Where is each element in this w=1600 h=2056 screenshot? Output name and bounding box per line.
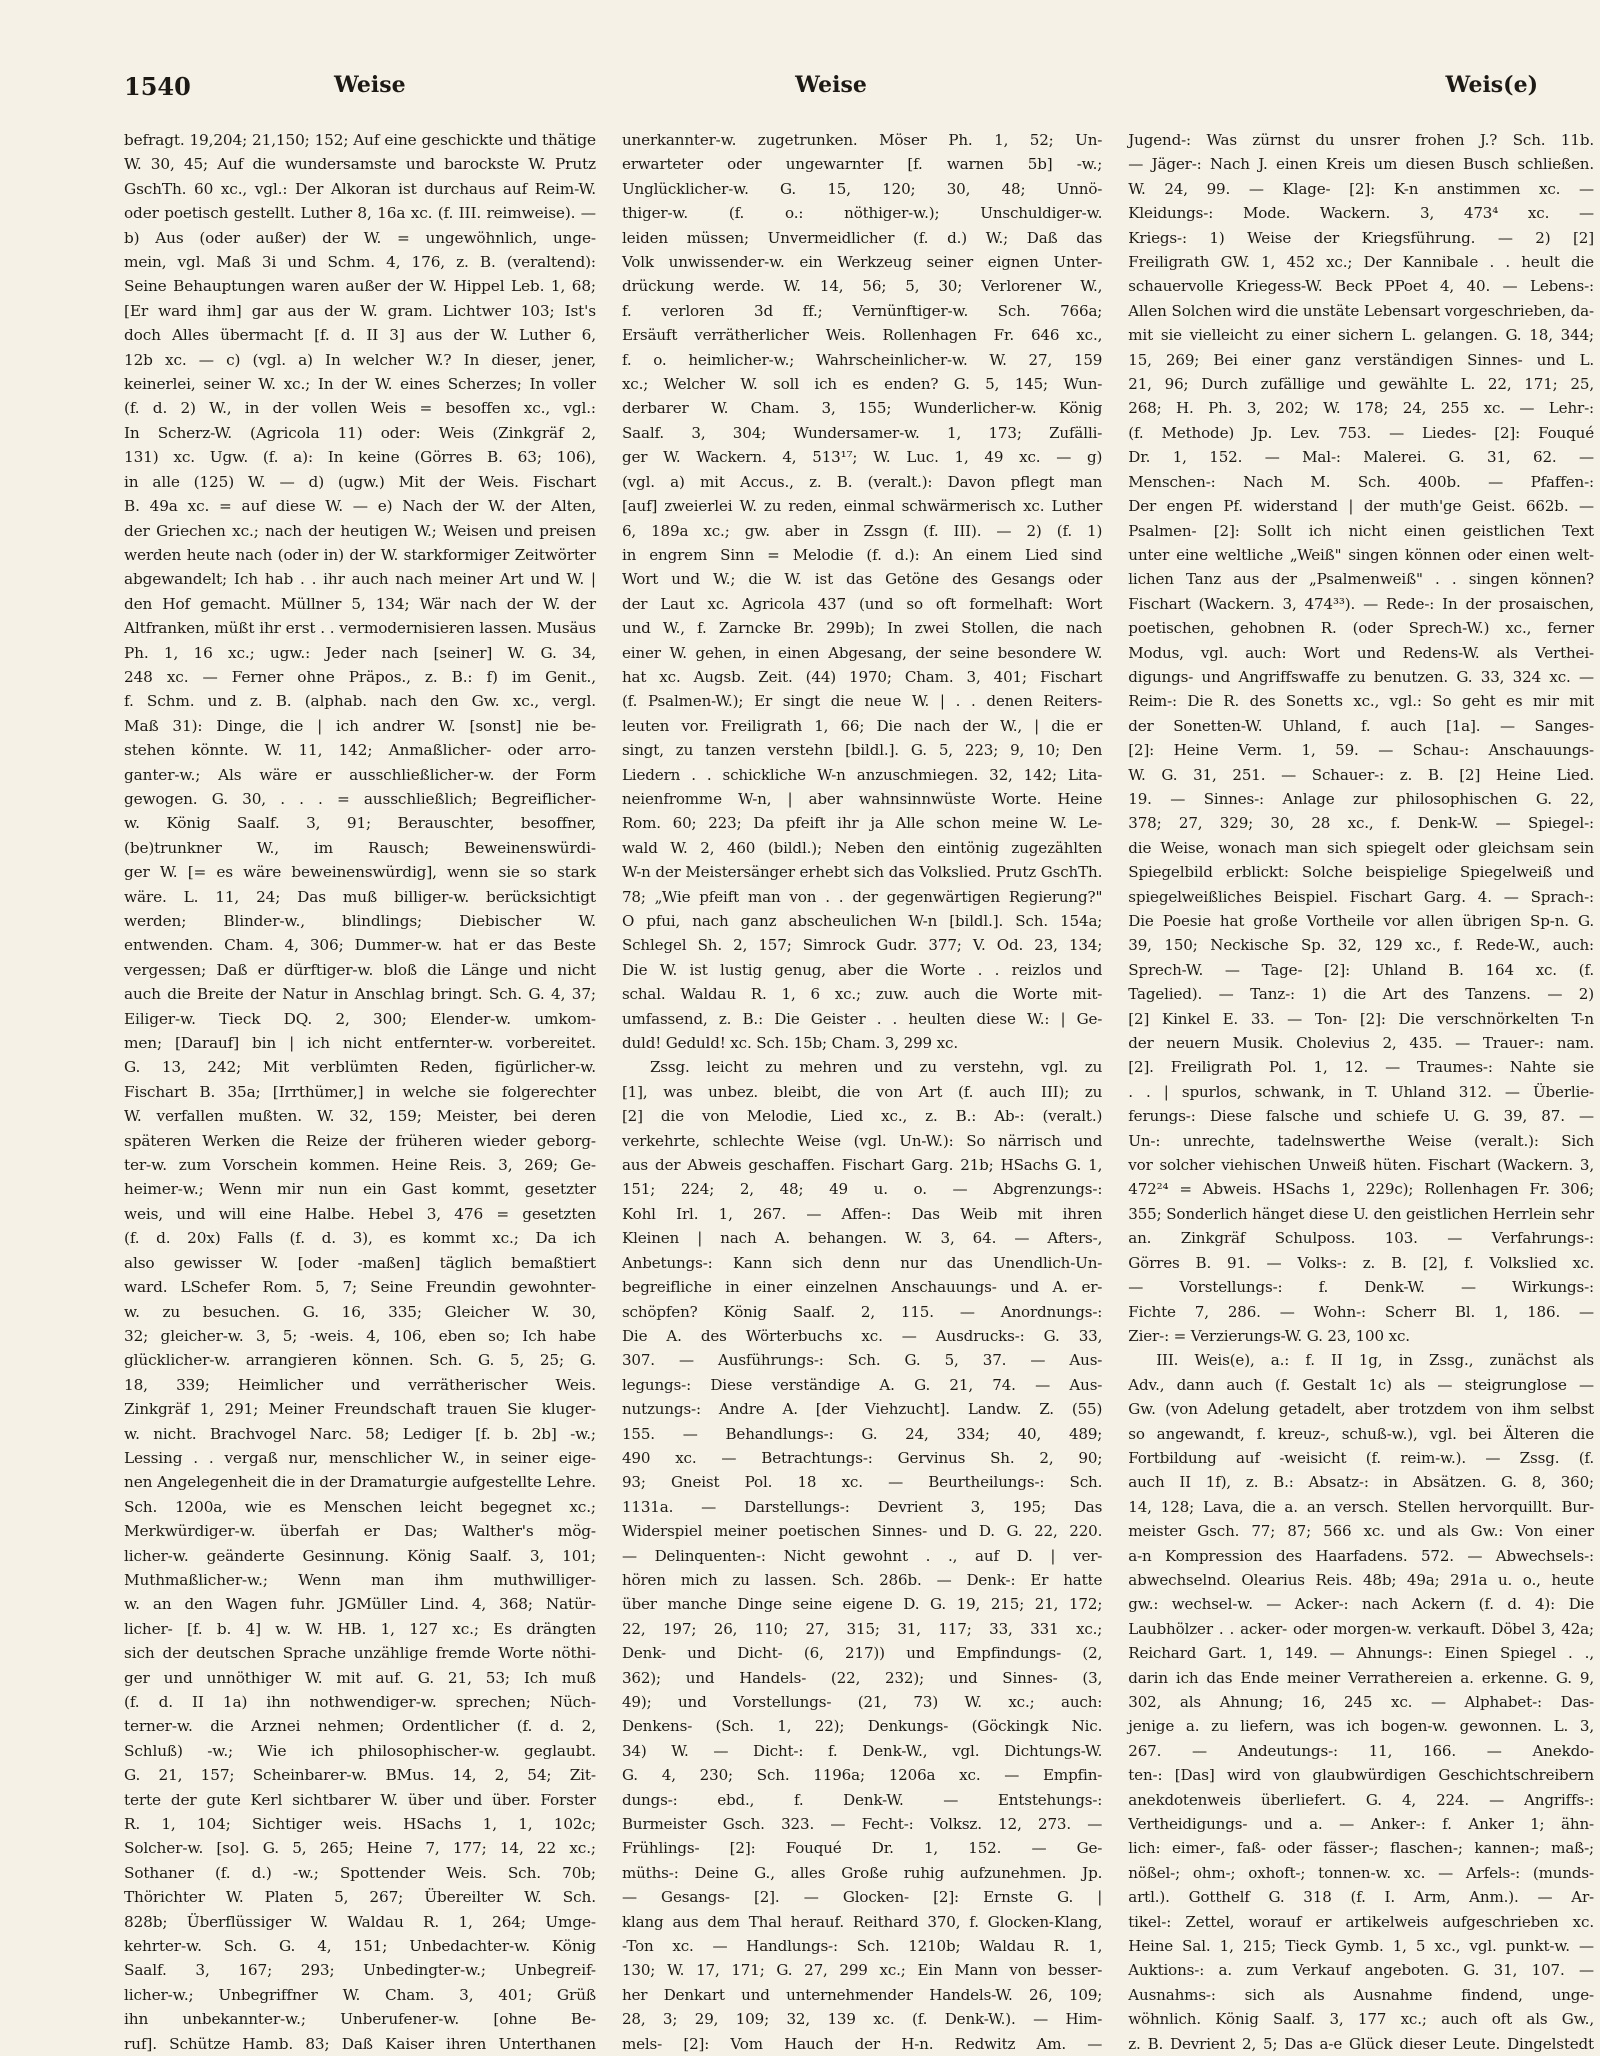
text-line: Heine Sal. 1, 215; Tieck Gymb. 1, 5 xc., vgl. punkt-w. —: [1128, 1937, 1594, 1956]
text-line: w. an den Wagen fuhr. JGMüller Lind. 4, 368; Natür-: [124, 1595, 596, 1614]
text-line: klang aus dem Thal herauf. Reithard 370, f. Glocken-Klang,: [621, 1912, 1103, 1931]
text-line: ter-w. zum Vorschein kommen. Heine Reis. 3, 269; Ge-: [124, 1156, 596, 1175]
text-line: Frühlings- [2]: Fouqué Dr. 1, 152. — Ge-: [621, 1839, 1103, 1858]
text-line: licher-w. geänderte Gesinnung. König Saalf. 3, 101;: [124, 1546, 596, 1565]
text-line: verkehrte, schlechte Weise (vgl. Un-W.): So närrisch und: [621, 1131, 1103, 1150]
text-line: dungs-: ebd., f. Denk-W. — Entstehungs-:: [621, 1790, 1103, 1809]
text-line: Fischart (Wackern. 3, 474³³). — Rede-: In der prosaischen,: [1128, 594, 1594, 613]
text-line: 49); und Vorstellungs- (21, 73) W. xc.; auch:: [621, 1693, 1103, 1711]
text-line: Eiliger-w. Tieck DQ. 2, 300; Elender-w. umkom-: [124, 1009, 596, 1028]
text-line: leiden müssen; Unvermeidlicher (f. d.) W.; Daß das: [621, 228, 1103, 247]
text-line: . . | spurlos, schwank, in T. Uhland 312. — Überlie-: [1128, 1082, 1594, 1101]
text-line: [2] Kinkel E. 33. — Ton- [2]: Die verschnörkelten T-n: [1128, 1009, 1594, 1028]
text-line: sich der deutschen Sprache unzählige fremde Worte nöthi-: [124, 1644, 596, 1663]
text-line: 39, 150; Neckische Sp. 32, 129 xc., f. Rede-W., auch:: [1128, 936, 1594, 955]
text-line: Spiegelbild erblickt: Solche beispielige Spiegelweiß und: [1128, 863, 1594, 882]
text-columns: [124, 128, 1594, 2053]
text-line: doch Alles übermacht [f. d. II 3] aus der W. Luther 6,: [124, 326, 596, 345]
text-line: Fischart B. 35a; [Irrthümer,] in welche sie folgerechter: [124, 1082, 596, 1101]
text-line: 28, 3; 29, 109; 32, 139 xc. (f. Denk-W.). — Him-: [621, 2010, 1103, 2029]
text-line: lich: eimer-, faß- oder fässer-; flaschen-; kannen-; maß-;: [1128, 1839, 1594, 1858]
text-line: (f. d. II 1a) ihn nothwendiger-w. sprechen; Nüch-: [124, 1693, 596, 1711]
text-line: Allen Solchen wird die unstäte Lebensart vorgeschrieben, da-: [1128, 301, 1594, 320]
text-line: kehrter-w. Sch. G. 4, 151; Unbedachter-w. König: [124, 1937, 596, 1956]
text-line: Thörichter W. Platen 5, 267; Übereilter W. Sch.: [124, 1888, 596, 1907]
text-line: unerkannter-w. zugetrunken. Möser Ph. 1, 52; Un-: [621, 131, 1103, 149]
text-line: 267. — Andeutungs-: 11, 166. — Anekdo-: [1128, 1741, 1594, 1760]
text-line: schöpfen? König Saalf. 2, 115. — Anordnungs-:: [621, 1302, 1103, 1321]
text-line: Unglücklicher-w. G. 15, 120; 30, 48; Unnö-: [621, 179, 1103, 198]
text-line: legungs-: Diese verständige A. G. 21, 74. — Aus-: [621, 1375, 1103, 1394]
text-line: Gw. (von Adelung getadelt, aber trotzdem von ihm selbst: [1128, 1400, 1594, 1419]
text-line: jenige a. zu liefern, was ich bogen-w. gewonnen. L. 3,: [1128, 1717, 1594, 1736]
text-line: (f. d. 2) W., in der vollen Weis = besoffen xc., vgl.:: [124, 399, 596, 418]
text-line: [2] die von Melodie, Lied xc., z. B.: Ab-: (veralt.): [621, 1107, 1103, 1126]
text-line: — Vorstellungs-: f. Denk-W. — Wirkungs-:: [1128, 1278, 1594, 1297]
text-line: tikel-: Zettel, worauf er artikelweis aufgeschrieben xc.: [1128, 1912, 1594, 1931]
text-line: gewogen. G. 30, . . . = ausschließlich; Begreiflicher-: [124, 789, 596, 808]
text-line: W. 24, 99. — Klage- [2]: K-n anstimmen xc. —: [1128, 179, 1594, 198]
text-line: darin ich das Ende meiner Verrathereien a. erkenne. G. 9,: [1128, 1668, 1594, 1687]
text-line: weis, und will eine Halbe. Hebel 3, 476 = gesetzten: [124, 1204, 596, 1223]
text-line: Kleidungs-: Mode. Wackern. 3, 473⁴ xc. —: [1128, 204, 1594, 223]
text-line: artl.). Gotthelf G. 318 (f. I. Arm, Anm.). — Ar-: [1128, 1888, 1594, 1907]
text-line: auch die Breite der Natur in Anschlag bringt. Sch. G. 4, 37;: [124, 985, 596, 1004]
text-line: Reim-: Die R. des Sonetts xc., vgl.: So geht es mir mit: [1128, 692, 1594, 711]
running-head-left: Weise: [334, 72, 406, 98]
text-line: Kohl Irl. 1, 267. — Affen-: Das Weib mit ihren: [621, 1204, 1103, 1223]
text-line: Saalf. 3, 304; Wundersamer-w. 1, 173; Zufälli-: [621, 423, 1103, 442]
text-line: (be)trunkner W., im Rausch; Beweinenswürdi-: [124, 838, 596, 857]
text-line: poetischen, gehobnen R. (oder Sprech-W.) xc., ferner: [1128, 619, 1594, 638]
text-line: ganter-w.; Als wäre er ausschließlicher-w. der Form: [124, 765, 596, 784]
text-line: der neuern Musik. Cholevius 2, 435. — Trauer-: nam.: [1128, 1034, 1594, 1053]
text-line: [1], was unbez. bleibt, die von Art (f. auch III); zu: [621, 1082, 1103, 1101]
text-line: vor solcher viehischen Unweiß hüten. Fischart (Wackern. 3,: [1128, 1156, 1594, 1175]
text-line: Die A. des Wörterbuchs xc. — Ausdrucks-: G. 33,: [621, 1326, 1103, 1345]
text-line: [Er ward ihm] gar aus der W. gram. Lichtwer 103; Ist's: [124, 301, 596, 320]
text-line: Sprech-W. — Tage- [2]: Uhland B. 164 xc. (f.: [1128, 960, 1594, 979]
text-line: 1131a. — Darstellungs-: Devrient 3, 195; Das: [621, 1497, 1103, 1516]
text-line: müths-: Deine G., alles Große ruhig aufzunehmen. Jp.: [621, 1863, 1103, 1882]
text-line: Ausnahms-: sich als Ausnahme findend, unge-: [1128, 1985, 1594, 2004]
text-line: xc.; Welcher W. soll ich es enden? G. 5, 145; Wun-: [621, 375, 1103, 394]
text-line: [auf] zweierlei W. zu reden, einmal schwärmerisch xc. Luther: [621, 497, 1103, 516]
text-line: Anbetungs-: Kann sich denn nur das Unendlich-Un-: [621, 1253, 1103, 1272]
text-line: mein, vgl. Maß 3i und Schm. 4, 176, z. B. (veraltend):: [124, 253, 596, 272]
text-line: 248 xc. — Ferner ohne Präpos., z. B.: f) im Genit.,: [124, 667, 596, 686]
text-line: [2]: Heine Verm. 1, 59. — Schau-: Anschauungs-: [1128, 741, 1594, 760]
text-line: (vgl. a) mit Accus., z. B. (veralt.): Davon pflegt man: [621, 472, 1103, 491]
text-line: Volk unwissender-w. ein Werkzeug seiner eignen Unter-: [621, 253, 1103, 272]
text-line: in alle (125) W. — d) (ugw.) Mit der Weis. Fischart: [124, 472, 596, 491]
text-line: wöhnlich. König Saalf. 3, 177 xc.; auch oft als Gw.,: [1128, 2010, 1594, 2029]
page-number: 1540: [124, 72, 191, 101]
text-line: 155. — Behandlungs-: G. 24, 334; 40, 489;: [621, 1424, 1103, 1443]
text-line: heimer-w.; Wenn mir nun ein Gast kommt, gesetzter: [124, 1180, 596, 1199]
text-line: ger und unnöthiger W. mit auf. G. 21, 53; Ich muß: [124, 1668, 596, 1687]
text-line: Auktions-: a. zum Verkauf angeboten. G. 31, 107. —: [1128, 1961, 1594, 1980]
text-line: Tagelied). — Tanz-: 1) die Art des Tanzens. — 2): [1128, 985, 1594, 1004]
text-line: (f. Methode) Jp. Lev. 753. — Liedes- [2]: Fouqué: [1128, 423, 1594, 442]
text-line: Der engen Pf. widerstand | der muth'ge Geist. 662b. —: [1128, 497, 1594, 516]
text-line: 15, 269; Bei einer ganz verständigen Sinnes- und L.: [1128, 350, 1594, 369]
text-line: Modus, vgl. auch: Wort und Redens-W. als Verthei-: [1128, 643, 1594, 662]
text-line: Altfranken, müßt ihr erst . . vermodernisieren lassen. Musäus: [124, 619, 596, 638]
text-line: ger W. Wackern. 4, 513¹⁷; W. Luc. 1, 49 xc. — g): [621, 448, 1103, 467]
text-line: W-n der Meistersänger erhebt sich das Volkslied. Prutz GschTh.: [621, 863, 1103, 882]
text-line: Die W. ist lustig genug, aber die Worte . . reizlos und: [621, 960, 1103, 979]
text-line: 93; Gneist Pol. 18 xc. — Beurtheilungs-: Sch.: [621, 1473, 1103, 1492]
text-line: Kleinen | nach A. behangen. W. 3, 64. — Afters-,: [621, 1229, 1103, 1248]
text-line: W. G. 31, 251. — Schauer-: z. B. [2] Heine Lied.: [1128, 765, 1594, 784]
text-line: Saalf. 3, 167; 293; Unbedingter-w.; Unbegreif-: [124, 1961, 596, 1980]
text-line: über manche Dinge seine eigene D. G. 19, 215; 21, 172;: [621, 1595, 1103, 1614]
text-line: 32; gleicher-w. 3, 5; -weis. 4, 106, eben so; Ich habe: [124, 1326, 596, 1345]
text-line: a-n Kompression des Haarfadens. 572. — Abwechsels-:: [1128, 1546, 1594, 1565]
text-line: entwenden. Cham. 4, 306; Dummer-w. hat er das Beste: [124, 936, 596, 955]
text-line: Wort und W.; die W. ist das Getöne des Gesangs oder: [621, 570, 1103, 589]
text-line: wald W. 2, 460 (bildl.); Neben den eintönig zugezählten: [621, 838, 1103, 857]
text-line: Burmeister Gsch. 323. — Fecht-: Volksz. 12, 273. —: [621, 1815, 1103, 1834]
text-line: neienfromme W-n, | aber wahnsinnwüste Worte. Heine: [621, 789, 1103, 808]
text-line: Schluß) -w.; Wie ich philosophischer-w. geglaubt.: [124, 1741, 596, 1760]
running-head-center: Weise: [795, 72, 867, 98]
text-line: abwechselnd. Olearius Reis. 48b; 49a; 291a u. o., heute: [1128, 1570, 1594, 1589]
text-line: R. 1, 104; Sichtiger weis. HSachs 1, 1, 102c;: [124, 1815, 596, 1834]
text-line: 472²⁴ = Abweis. HSachs 1, 229c); Rollenhagen Fr. 306;: [1128, 1180, 1594, 1199]
text-line: 18, 339; Heimlicher und verrätherischer Weis.: [124, 1375, 596, 1394]
text-line: ward. LSchefer Rom. 5, 7; Seine Freundin gewohnter-: [124, 1278, 596, 1297]
text-line: ferungs-: Diese falsche und schiefe U. G. 39, 87. —: [1128, 1107, 1594, 1126]
text-line: also gewisser W. [oder -maßen] täglich bemaßtiert: [124, 1253, 596, 1272]
text-line: schal. Waldau R. 1, 6 xc.; zuw. auch die Worte mit-: [621, 985, 1103, 1004]
text-line: Fortbildung auf -weisicht (f. reim-w.). — Zssg. (f.: [1128, 1448, 1594, 1467]
text-line: unter eine weltliche „Weiß" singen können oder einen welt-: [1128, 545, 1594, 564]
column-right: [1128, 128, 1594, 2056]
text-line: nößel-; ohm-; oxhoft-; tonnen-w. xc. — Arfels-: (munds-: [1128, 1863, 1594, 1882]
text-line: w. nicht. Brachvogel Narc. 58; Lediger [f. b. 2b] -w.;: [124, 1424, 596, 1443]
text-line: mels- [2]: Vom Hauch der H-n. Redwitz Am. —: [621, 2034, 1103, 2053]
text-line: Widerspiel meiner poetischen Sinnes- und D. G. 22, 220.: [621, 1522, 1103, 1541]
text-line: G. 13, 242; Mit verblümten Reden, figürlicher-w.: [124, 1058, 596, 1077]
text-line: Laubhölzer . . acker- oder morgen-w. verkauft. Döbel 3, 42a;: [1128, 1619, 1594, 1638]
text-line: den Hof gemacht. Müllner 5, 134; Wär nach der W. der: [124, 594, 596, 613]
text-line: — Delinquenten-: Nicht gewohnt . ., auf D. | ver-: [621, 1546, 1103, 1565]
text-line: w. zu besuchen. G. 16, 335; Gleicher W. 30,: [124, 1302, 596, 1321]
text-line: Psalmen- [2]: Sollt ich nicht einen geistlichen Text: [1128, 521, 1594, 540]
text-line: Schlegel Sh. 2, 157; Simrock Gudr. 377; V. Od. 23, 134;: [621, 936, 1103, 955]
text-line: Fichte 7, 286. — Wohn-: Scherr Bl. 1, 186. —: [1128, 1302, 1594, 1321]
text-line: Dr. 1, 152. — Mal-: Malerei. G. 31, 62. —: [1128, 448, 1594, 467]
text-line: W. verfallen mußten. W. 32, 159; Meister, bei deren: [124, 1107, 596, 1126]
text-line: auch II 1f), z. B.: Absatz-: in Absätzen. G. 8, 360;: [1128, 1473, 1594, 1492]
text-line: wäre. L. 11, 24; Das muß billiger-w. berücksichtigt: [124, 887, 596, 906]
text-line: und W., f. Zarncke Br. 299b); In zwei Stollen, die nach: [621, 619, 1103, 638]
text-line: 130; W. 17, 171; G. 27, 299 xc.; Ein Mann von besser-: [621, 1961, 1103, 1980]
text-line: ger W. [= es wäre beweinenswürdig], wenn sie so stark: [124, 863, 596, 882]
text-line: Liedern . . schickliche W-n anzuschmiegen. 32, 142; Lita-: [621, 765, 1103, 784]
text-line: 302, als Ahnung; 16, 245 xc. — Alphabet-: Das-: [1128, 1693, 1594, 1711]
text-line: B. 49a xc. = auf diese W. — e) Nach der W. der Alten,: [124, 497, 596, 516]
text-line: Vertheidigungs- und a. — Anker-: f. Anker 1; ähn-: [1128, 1815, 1594, 1834]
text-line: w. König Saalf. 3, 91; Berauschter, besoffner,: [124, 814, 596, 833]
text-line: terner-w. die Arznei nehmen; Ordentlicher (f. d. 2,: [124, 1717, 596, 1736]
text-line: III. Weis(e), a.: f. II 1g, in Zssg., zunächst als: [1156, 1351, 1594, 1370]
text-line: duld! Geduld! xc. Sch. 15b; Cham. 3, 299 xc.: [621, 1034, 958, 1053]
text-line: erwarteter oder ungewarnter [f. warnen 5b] -w.;: [621, 155, 1103, 174]
text-line: 307. — Ausführungs-: Sch. G. 5, 37. — Aus-: [621, 1351, 1103, 1370]
text-line: O pfui, nach ganz abscheulichen W-n [bildl.]. Sch. 154a;: [621, 912, 1103, 930]
text-line: G. 4, 230; Sch. 1196a; 1206a xc. — Empfin-: [621, 1766, 1103, 1785]
text-line: begreifliche in einer einzelnen Anschauungs- und A. er-: [621, 1278, 1103, 1297]
text-line: hören mich zu lassen. Sch. 286b. — Denk-: Er hatte: [621, 1570, 1103, 1589]
text-line: 151; 224; 2, 48; 49 u. o. — Abgrenzungs-:: [621, 1180, 1103, 1199]
text-line: G. 21, 157; Scheinbarer-w. BMus. 14, 2, 54; Zit-: [124, 1766, 596, 1785]
text-line: werden; Blinder-w., blindlings; Diebischer W.: [124, 912, 596, 930]
text-line: 34) W. — Dicht-: f. Denk-W., vgl. Dichtungs-W.: [621, 1741, 1103, 1760]
text-line: [2]. Freiligrath Pol. 1, 12. — Traumes-: Nahte sie: [1128, 1058, 1594, 1077]
text-line: derbarer W. Cham. 3, 155; Wunderlicher-w. König: [621, 399, 1103, 418]
text-line: der Sonetten-W. Uhland, f. auch [1a]. — Sanges-: [1128, 716, 1594, 735]
text-line: GschTh. 60 xc., vgl.: Der Alkoran ist durchaus auf Reim-W.: [124, 179, 596, 198]
text-line: Solcher-w. [so]. G. 5, 265; Heine 7, 177; 14, 22 xc.;: [124, 1839, 596, 1858]
text-line: stehen könnte. W. 11, 142; Anmaßlicher- oder arro-: [124, 741, 596, 760]
text-line: Sothaner (f. d.) -w.; Spottender Weis. Sch. 70b;: [124, 1863, 596, 1882]
text-line: Menschen-: Nach M. Sch. 400b. — Pfaffen-:: [1128, 472, 1594, 491]
text-line: lichen Tanz aus der „Psalmenweiß" . . singen können?: [1128, 570, 1594, 589]
text-line: Maß 31): Dinge, die | ich andrer W. [sonst] nie be-: [124, 716, 596, 735]
text-line: späteren Werken die Reize der früheren wieder geborg-: [124, 1131, 596, 1150]
text-line: — Jäger-: Nach J. einen Kreis um diesen Busch schließen.: [1128, 155, 1594, 174]
text-line: 6, 189a xc.; gw. aber in Zssgn (f. III). — 2) (f. 1): [621, 521, 1103, 540]
text-line: keinerlei, seiner W. xc.; In der W. eines Scherzes; In voller: [124, 375, 596, 394]
text-line: mit sie vielleicht zu einer sichern L. gelangen. G. 18, 344;: [1128, 326, 1594, 345]
text-line: einer W. gehen, in einen Abgesang, der seine besondere W.: [621, 643, 1103, 662]
text-line: Freiligrath GW. 1, 452 xc.; Der Kannibale . . heult die: [1128, 253, 1594, 272]
text-line: Ersäuft verrätherlicher Weis. Rollenhagen Fr. 646 xc.,: [621, 326, 1103, 345]
text-line: vergessen; Daß er dürftiger-w. bloß die Länge und nicht: [124, 960, 596, 979]
text-line: b) Aus (oder außer) der W. = ungewöhnlich, unge-: [124, 228, 596, 247]
text-line: Die Poesie hat große Vortheile vor allen übrigen Sp-n. G.: [1128, 912, 1594, 930]
text-line: glücklicher-w. arrangieren können. Sch. G. 5, 25; G.: [124, 1351, 596, 1370]
text-line: 12b xc. — c) (vgl. a) In welcher W.? In dieser, jener,: [124, 350, 596, 369]
text-line: die Weise, wonach man sich spiegelt oder gleichsam sein: [1128, 838, 1594, 857]
text-line: Lessing . . vergaß nur, menschlicher W., in seiner eige-: [124, 1448, 596, 1467]
text-line: -Ton xc. — Handlungs-: Sch. 1210b; Waldau R. 1,: [621, 1937, 1103, 1956]
text-line: men; [Darauf] bin | ich nicht entfernter-w. vorbereitet.: [124, 1034, 596, 1053]
text-line: f. verloren 3d ff.; Vernünftiger-w. Sch. 766a;: [621, 301, 1103, 320]
column-left: [124, 128, 596, 2056]
text-line: Adv., dann auch (f. Gestalt 1c) als — steigrunglose —: [1128, 1375, 1594, 1394]
text-line: ten-: [Das] wird von glaubwürdigen Geschichtschreibern: [1128, 1766, 1594, 1785]
text-line: aus der Abweis geschaffen. Fischart Garg. 21b; HSachs G. 1,: [621, 1156, 1103, 1175]
text-line: Ph. 1, 16 xc.; ugw.: Jeder nach [seiner] W. G. 34,: [124, 643, 596, 662]
text-line: 131) xc. Ugw. (f. a): In keine (Görres B. 63; 106),: [124, 448, 596, 467]
text-line: leuten vor. Freiligrath 1, 66; Die nach der W., | die er: [621, 716, 1103, 735]
text-line: Görres B. 91. — Volks-: z. B. [2], f. Volkslied xc.: [1128, 1253, 1594, 1272]
text-line: terte der gute Kerl sichtbarer W. über und über. Forster: [124, 1790, 596, 1809]
text-line: Seine Behauptungen waren außer der W. Hippel Leb. 1, 68;: [124, 277, 596, 296]
text-line: f. Schm. und z. B. (alphab. nach den Gw. xc., vergl.: [124, 692, 596, 711]
text-line: schauervolle Kriegess-W. Beck PPoet 4, 40. — Lebens-:: [1128, 277, 1594, 296]
text-line: Un-: unrechte, tadelnswerthe Weise (veralt.): Sich: [1128, 1131, 1594, 1150]
text-line: Zinkgräf 1, 291; Meiner Freundschaft trauen Sie kluger-: [124, 1400, 596, 1419]
text-line: Jugend-: Was zürnst du unsrer frohen J.? Sch. 11b.: [1128, 131, 1594, 149]
text-line: 14, 128; Lava, die a. an versch. Stellen hervorquillt. Bur-: [1128, 1497, 1594, 1516]
text-line: 362); und Handels- (22, 232); und Sinnes- (3,: [621, 1668, 1103, 1687]
text-line: thiger-w. (f. o.: nöthiger-w.); Unschuldiger-w.: [621, 204, 1103, 223]
text-line: 490 xc. — Betrachtungs-: Gervinus Sh. 2, 90;: [621, 1448, 1103, 1467]
text-line: 828b; Überflüssiger W. Waldau R. 1, 264; Umge-: [124, 1912, 596, 1931]
text-line: Muthmaßlicher-w.; Wenn man ihm muthwilliger-: [124, 1570, 596, 1589]
text-line: (f. Psalmen-W.); Er singt die neue W. | . . denen Reiters-: [621, 692, 1103, 711]
text-line: hat xc. Augsb. Zeit. (44) 1970; Cham. 3, 401; Fischart: [621, 667, 1103, 686]
text-line: anekdotenweis überliefert. G. 4, 224. — Angriffs-:: [1128, 1790, 1594, 1809]
text-line: werden heute nach (oder in) der W. starkformiger Zeitwörter: [124, 545, 596, 564]
text-line: der Laut xc. Agricola 437 (und so oft formelhaft: Wort: [621, 594, 1103, 613]
running-head-right: Weis(e): [1445, 72, 1538, 98]
column-middle: [622, 128, 1102, 2056]
text-line: Reichard Gart. 1, 149. — Ahnungs-: Einen Spiegel . .,: [1128, 1644, 1594, 1663]
page-header: [124, 72, 1538, 116]
text-line: W. 30, 45; Auf die wundersamste und barockste W. Prutz: [124, 155, 596, 174]
text-line: gw.: wechsel-w. — Acker-: nach Ackern (f. d. 4): Die: [1128, 1595, 1594, 1614]
text-line: drückung werde. W. 14, 56; 5, 30; Verlorener W.,: [621, 277, 1103, 296]
text-line: umfassend, z. B.: Die Geister . . heulten diese W.: | Ge-: [621, 1009, 1103, 1028]
text-line: in engrem Sinn = Melodie (f. d.): An einem Lied sind: [621, 545, 1103, 564]
text-line: 78; „Wie pfeift man von . . der gegenwärtigen Regierung?": [621, 887, 1103, 906]
text-line: In Scherz-W. (Agricola 11) oder: Weis (Zinkgräf 2,: [124, 423, 596, 442]
text-line: so angewandt, f. kreuz-, schuß-w.), vgl. bei Älteren die: [1128, 1424, 1594, 1443]
text-line: oder poetisch gestellt. Luther 8, 16a xc. (f. III. reimweise). —: [124, 204, 596, 223]
text-line: spiegelweißliches Beispiel. Fischart Garg. 4. — Sprach-:: [1128, 887, 1594, 906]
text-line: nen Angelegenheit die in der Dramaturgie aufgestellte Lehre.: [124, 1473, 596, 1492]
text-line: meister Gsch. 77; 87; 566 xc. und als Gw.: Von einer: [1128, 1522, 1594, 1541]
text-line: 378; 27, 329; 30, 28 xc., f. Denk-W. — Spiegel-:: [1128, 814, 1594, 833]
text-line: Zssg. leicht zu mehren und zu verstehn, vgl. zu: [649, 1058, 1103, 1077]
text-line: ihn unbekannter-w.; Unberufener-w. [ohne Be-: [124, 2010, 596, 2029]
text-line: an. Zinkgräf Schulposs. 103. — Verfahrungs-:: [1128, 1229, 1594, 1248]
text-line: nutzungs-: Andre A. [der Viehzucht]. Landw. Z. (55): [621, 1400, 1103, 1419]
text-line: 355; Sonderlich hänget diese U. den geistlichen Herrlein sehr: [1128, 1204, 1594, 1223]
text-line: singt, zu tanzen verstehn [bildl.]. G. 5, 223; 9, 10; Den: [621, 741, 1103, 760]
text-line: — Gesangs- [2]. — Glocken- [2]: Ernste G. |: [621, 1888, 1103, 1907]
text-line: Denkens- (Sch. 1, 22); Denkungs- (Göckingk Nic.: [621, 1717, 1103, 1736]
text-line: Merkwürdiger-w. überfah er Das; Walther's mög-: [124, 1522, 596, 1541]
text-line: licher- [f. b. 4] w. W. HB. 1, 127 xc.; Es drängten: [124, 1619, 596, 1638]
text-line: (f. d. 20x) Falls (f. d. 3), es kommt xc.; Da ich: [124, 1229, 596, 1248]
text-line: 268; H. Ph. 3, 202; W. 178; 24, 255 xc. — Lehr-:: [1128, 399, 1594, 418]
text-line: 22, 197; 26, 110; 27, 315; 31, 117; 33, 331 xc.;: [621, 1619, 1103, 1638]
text-line: 19. — Sinnes-: Anlage zur philosophischen G. 22,: [1128, 789, 1594, 808]
text-line: abgewandelt; Ich hab . . ihr auch nach meiner Art und W. |: [124, 570, 596, 589]
text-line: ruf]. Schütze Hamb. 83; Daß Kaiser ihren Unterthanen: [124, 2034, 596, 2053]
text-line: 21, 96; Durch zufällige und gewählte L. 22, 171; 25,: [1128, 375, 1594, 394]
text-line: f. o. heimlicher-w.; Wahrscheinlicher-w. W. 27, 159: [621, 350, 1103, 369]
text-line: Rom. 60; 223; Da pfeift ihr ja Alle schon meine W. Le-: [621, 814, 1103, 833]
text-line: digungs- und Angriffswaffe zu benutzen. G. 33, 324 xc. —: [1128, 667, 1594, 686]
text-line: her Denkart und unternehmender Handels-W. 26, 109;: [621, 1985, 1103, 2004]
text-line: Zier-: = Verzierungs-W. G. 23, 100 xc.: [1128, 1326, 1410, 1345]
text-line: licher-w.; Unbegriffner W. Cham. 3, 401; Grüß: [124, 1985, 596, 2004]
text-line: befragt. 19,204; 21,150; 152; Auf eine geschickte und thätige: [124, 131, 596, 149]
text-line: z. B. Devrient 2, 5; Das a-e Glück dieser Leute. Dingelstedt: [1128, 2034, 1594, 2053]
text-line: Sch. 1200a, wie es Menschen leicht begegnet xc.;: [124, 1497, 596, 1516]
text-line: Denk- und Dicht- (6, 217)) und Empfindungs- (2,: [621, 1644, 1103, 1663]
text-line: der Griechen xc.; nach der heutigen W.; Weisen und preisen: [124, 521, 596, 540]
text-line: Kriegs-: 1) Weise der Kriegsführung. — 2) [2]: [1128, 228, 1594, 247]
